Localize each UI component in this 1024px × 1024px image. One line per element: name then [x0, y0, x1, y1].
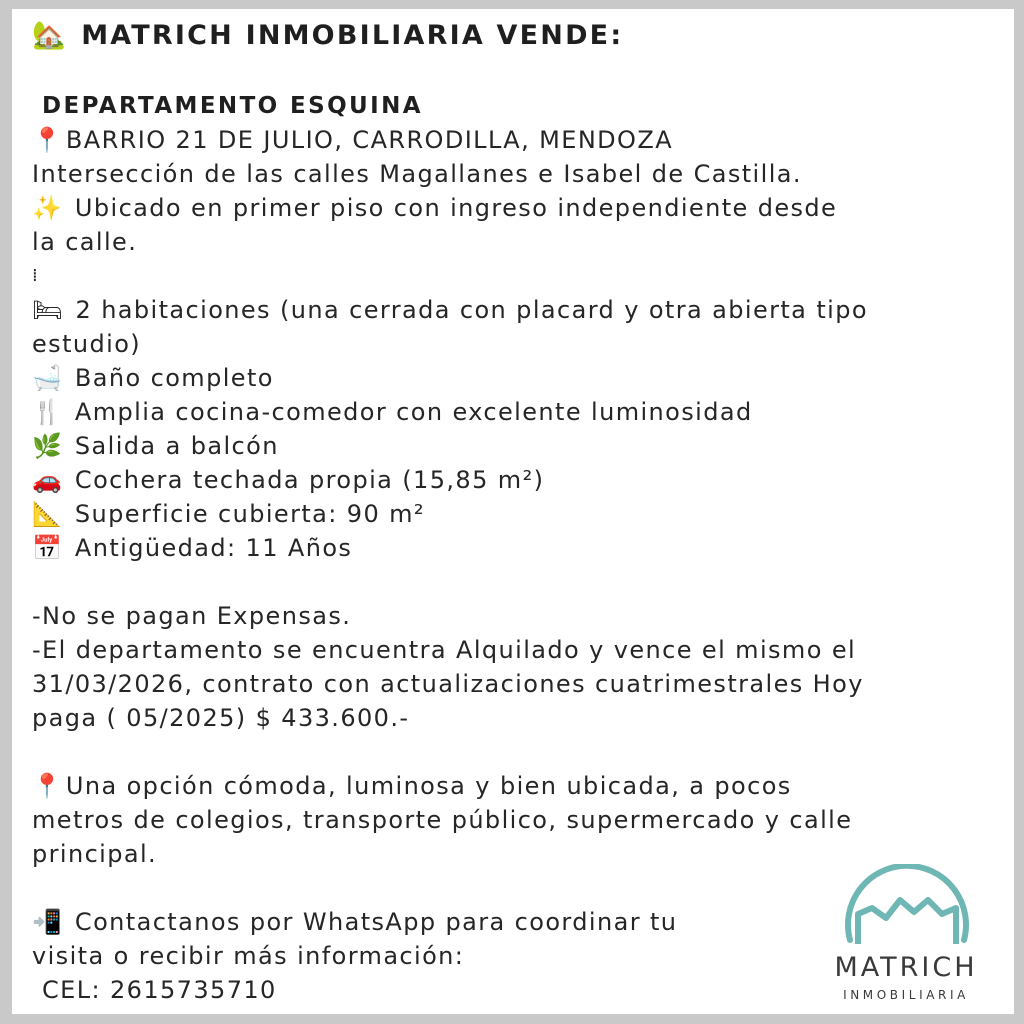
contact-line-1 [32, 905, 677, 939]
feature-kitchen [32, 395, 753, 429]
rent-note-line-1: -El departamento se encuentra Alquilado y vence el mismo el [32, 636, 857, 664]
rooms-text-continued: estudio) [32, 330, 142, 358]
house-icon: 🏡 [32, 20, 66, 51]
summary-line-1 [32, 769, 792, 803]
bed-icon: 🛏 [32, 296, 63, 324]
summary-text: Una opción cómoda, luminosa y bien ubicada, a pocos [65, 772, 792, 800]
floor-text: Ubicado en primer piso con ingreso independiente desde [74, 194, 838, 222]
pin-icon: 📍 [32, 772, 62, 800]
location-text: BARRIO 21 DE JULIO, CARRODILLA, MENDOZA [65, 126, 674, 154]
contact-text: Contactanos por WhatsApp para coordinar tu [74, 908, 678, 936]
floor-line [32, 191, 837, 225]
kitchen-text: Amplia cocina-comedor con excelente luminosidad [74, 398, 753, 426]
herb-icon: 🌿 [32, 432, 62, 460]
header-title: MATRICH INMOBILIARIA VENDE: [81, 20, 624, 51]
phone-number: CEL: 2615735710 [42, 976, 277, 1004]
balcony-text: Salida a balcón [74, 432, 279, 460]
listing-header [32, 19, 623, 53]
garage-text: Cochera techada propia (15,85 m²) [74, 466, 545, 494]
rooms-text: 2 habitaciones (una cerrada con placard y otra abierta tipo [75, 296, 868, 324]
summary-line-2: metros de colegios, transporte público, supermercado y calle [32, 806, 853, 834]
fork-knife-icon: 🍴 [32, 398, 62, 426]
location-line [32, 123, 673, 157]
bathtub-icon: 🛁 [32, 364, 62, 392]
age-text: Antigüedad: 11 Años [74, 534, 353, 562]
feature-bath [32, 361, 274, 395]
calendar-icon: 📅 [32, 534, 62, 562]
floor-text-continued: la calle. [32, 228, 138, 256]
expenses-note: -No se pagan Expensas. [32, 602, 352, 630]
logo-mountain-emblem [842, 864, 972, 950]
surface-text: Superficie cubierta: 90 m² [74, 500, 425, 528]
intersection-text: Intersección de las calles Magallanes e Isabel de Castilla. [32, 160, 802, 188]
matrich-logo [817, 864, 997, 1004]
sparkles-icon: ✨ [32, 194, 62, 222]
mobile-phone-arrow-icon: 📲 [32, 908, 62, 936]
triangular-ruler-icon: 📐 [32, 500, 62, 528]
feature-rooms [32, 293, 868, 327]
logo-subtitle: INMOBILIARIA [843, 988, 969, 1002]
rent-note-line-3: paga ( 05/2025) $ 433.600.- [32, 704, 410, 732]
pin-icon: 📍 [32, 126, 62, 154]
feature-garage [32, 463, 544, 497]
contact-line-2: visita o recibir más información: [32, 942, 465, 970]
feature-surface [32, 497, 425, 531]
bath-text: Baño completo [74, 364, 274, 392]
rent-note-line-2: 31/03/2026, contrato con actualizaciones cuatrimestrales Hoy [32, 670, 864, 698]
feature-age [32, 531, 352, 565]
feature-balcony [32, 429, 279, 463]
logo-name: MATRICH [834, 952, 978, 983]
property-type-heading: DEPARTAMENTO ESQUINA [42, 93, 423, 119]
summary-line-3: principal. [32, 840, 158, 868]
listing-card [12, 9, 1014, 1014]
divider-icon: ⁞ [32, 265, 40, 286]
car-icon: 🚗 [32, 466, 62, 494]
